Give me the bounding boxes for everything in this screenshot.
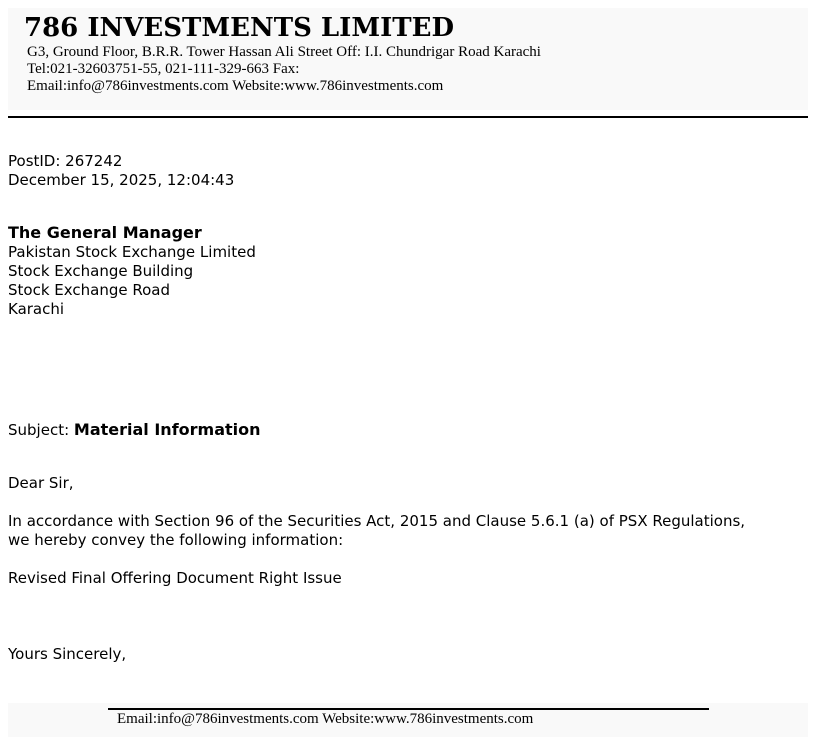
addressee-line: Pakistan Stock Exchange Limited <box>8 243 256 261</box>
company-name: 786 INVESTMENTS LIMITED <box>24 13 455 43</box>
addressee-line: Stock Exchange Road <box>8 281 170 299</box>
letterhead <box>8 8 808 110</box>
addressee-line: Stock Exchange Building <box>8 262 194 280</box>
company-email-website: Email:info@786investments.com Website:www.786investments.com <box>27 78 444 94</box>
subject-line <box>8 420 261 440</box>
addressee-title: The General Manager <box>8 223 202 242</box>
footer-email-website: Email:info@786investments.com Website:www.786investments.com <box>117 711 534 727</box>
body-paragraph-line: we hereby convey the following information: <box>8 531 344 549</box>
material-information-text: Revised Final Offering Document Right Issue <box>8 569 342 587</box>
subject-label: Subject: <box>8 421 74 439</box>
company-address: G3, Ground Floor, B.R.R. Tower Hassan Ali Street Off: I.I. Chundrigar Road Karachi <box>27 44 541 60</box>
closing: Yours Sincerely, <box>8 645 127 663</box>
post-datetime: December 15, 2025, 12:04:43 <box>8 171 235 189</box>
subject-text: Material Information <box>73 420 261 439</box>
footer-divider <box>108 708 709 710</box>
salutation: Dear Sir, <box>8 474 74 492</box>
body-paragraph-line: In accordance with Section 96 of the Securities Act, 2015 and Clause 5.6.1 (a) of PSX Regulations, <box>8 512 746 530</box>
company-phone-fax: Tel:021-32603751-55, 021-111-329-663 Fax: <box>27 61 300 77</box>
post-id: PostID: 267242 <box>8 152 123 170</box>
header-divider <box>8 116 808 118</box>
addressee-line: Karachi <box>8 300 65 318</box>
